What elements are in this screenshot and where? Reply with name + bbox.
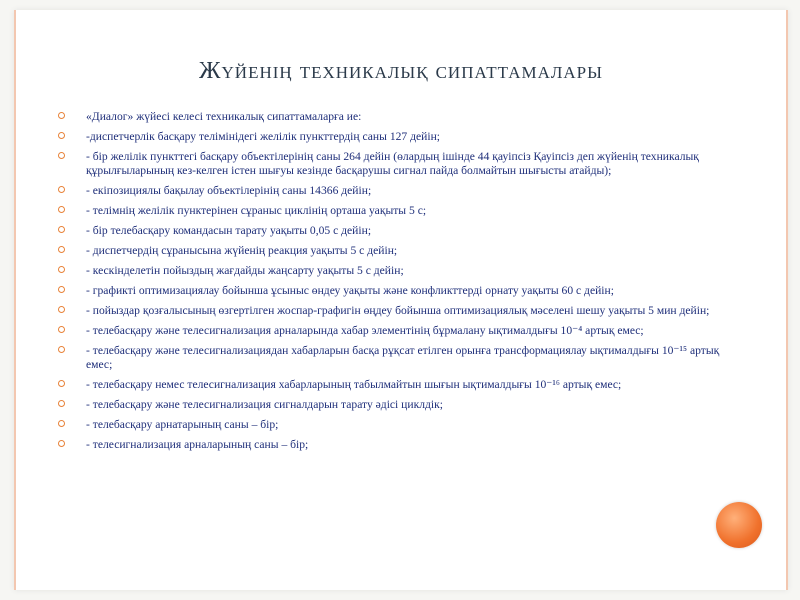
list-item-text: - телебасқару арнатарының саны – бір; bbox=[86, 418, 279, 431]
list-item-text: - кескінделетін пойыздың жағдайды жаңсарту уақыты 5 с дейін; bbox=[86, 264, 404, 277]
list-item bbox=[58, 344, 748, 372]
list-item bbox=[58, 224, 748, 238]
list-item bbox=[58, 378, 748, 392]
list-item bbox=[58, 304, 748, 318]
bullet-icon bbox=[58, 346, 65, 353]
bullet-icon bbox=[58, 380, 65, 387]
bullet-icon bbox=[58, 132, 65, 139]
bullet-list bbox=[58, 110, 748, 458]
slide bbox=[14, 10, 788, 590]
list-item-text: - графикті оптимизациялау бойынша ұсыныс өндеу уақыты және конфликттерді орнату уақыты 60 с дейін; bbox=[86, 284, 614, 297]
bullet-icon bbox=[58, 112, 65, 119]
list-item bbox=[58, 264, 748, 278]
list-item bbox=[58, 110, 748, 124]
bullet-icon bbox=[58, 266, 65, 273]
list-item bbox=[58, 418, 748, 432]
list-item bbox=[58, 438, 748, 452]
bullet-icon bbox=[58, 420, 65, 427]
bullet-icon bbox=[58, 226, 65, 233]
list-item-text: - телебасқару немес телесигнализация хабарларының табылмайтын шығын ықтималдығы 10⁻¹⁶ артық емес; bbox=[86, 378, 622, 391]
list-item-text: «Диалог» жүйесі келесі техникалық сипаттамаларға ие: bbox=[86, 110, 362, 123]
list-item-text: - бір желілік пункттегі басқару объектілерінің саны 264 дейін (өлардың ішінде 44 қауіпсіз Қауіпсіз деп жүйенің техникалық құрылғыларының кез-келген істен шығуы кезінде басқарушы сигнал пайда болмайтын шығысты атайды); bbox=[86, 150, 699, 177]
list-item bbox=[58, 130, 748, 144]
list-item bbox=[58, 284, 748, 298]
list-item-text: - телебасқару және телесигнализация сигналдарын тарату әдісі циклдік; bbox=[86, 398, 443, 411]
bullet-icon bbox=[58, 306, 65, 313]
list-item-text: - телебасқару және телесигнализациядан хабарларын басқа рұқсат етілген орынға трансформациялау ықтималдығы 10⁻¹⁵ артық емес; bbox=[86, 344, 720, 371]
list-item-text: - телебасқару және телесигнализация арналарында хабар элементінің бұрмалану ықтималдығы 10⁻⁴ артық емес; bbox=[86, 324, 644, 337]
bullet-icon bbox=[58, 400, 65, 407]
list-item-text: -диспетчерлік басқару телімінідегі желілік пункттердің саны 127 дейін; bbox=[86, 130, 441, 143]
list-item bbox=[58, 204, 748, 218]
list-item-text: - пойыздар қозғалысының өзгертілген жоспар-графигін өңдеу бойынша оптимизациялық мәселені шешу уақыты 5 мин дейін; bbox=[86, 304, 710, 317]
list-item-text: - диспетчердің сұранысына жүйенің реакция уақыты 5 с дейін; bbox=[86, 244, 398, 257]
slide-title: Жүйенің техникалық сипаттамалары bbox=[199, 58, 603, 84]
list-item-text: - бір телебасқару командасын тарату уақыты 0,05 с дейін; bbox=[86, 224, 372, 237]
bullet-icon bbox=[58, 286, 65, 293]
list-item bbox=[58, 324, 748, 338]
list-item-text: - телесигнализация арналарының саны – бір; bbox=[86, 438, 309, 451]
list-item bbox=[58, 150, 748, 178]
bullet-icon bbox=[58, 246, 65, 253]
bullet-icon bbox=[58, 326, 65, 333]
bullet-icon bbox=[58, 440, 65, 447]
bullet-icon bbox=[58, 152, 65, 159]
list-item-text: - телімнің желілік пунктерінен сұраныс циклінің орташа уақыты 5 с; bbox=[86, 204, 427, 217]
list-item-text: - екіпозициялы бақылау объектілерінің саны 14366 дейін; bbox=[86, 184, 372, 197]
list-item bbox=[58, 244, 748, 258]
list-item bbox=[58, 184, 748, 198]
bullet-icon bbox=[58, 186, 65, 193]
decorative-circle-icon bbox=[716, 502, 762, 548]
bullet-icon bbox=[58, 206, 65, 213]
list-item bbox=[58, 398, 748, 412]
